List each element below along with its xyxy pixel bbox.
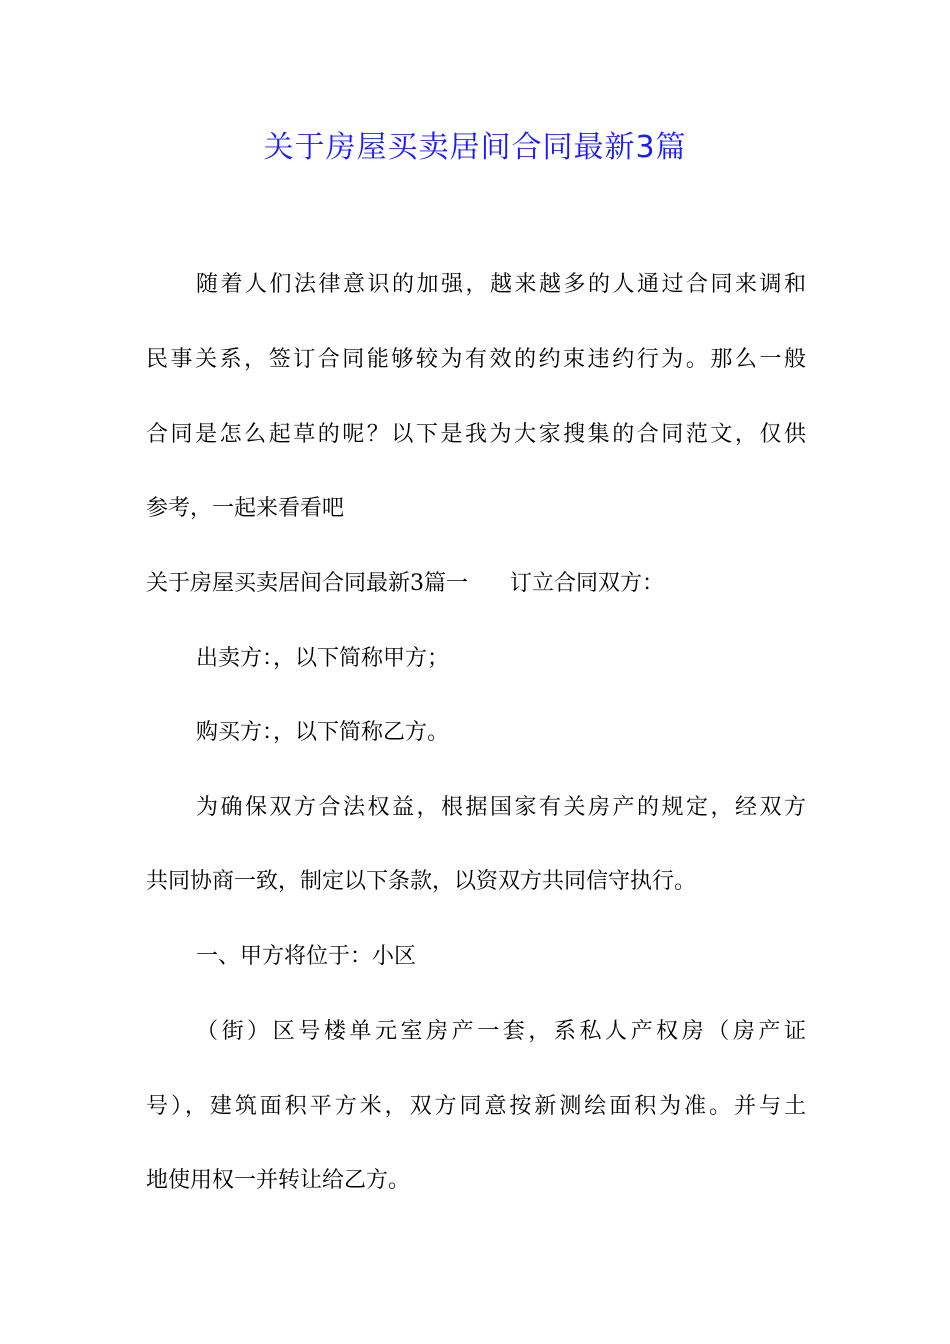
section-heading-row xyxy=(146,569,806,599)
section-heading: 关于房屋买卖居间合同最新3篇一 xyxy=(146,571,468,596)
parties-label: 订立合同双方： xyxy=(510,571,665,596)
clause1-line-3: 地使用权一并转让给乙方。 xyxy=(146,1168,411,1193)
purpose-line-1: 为确保双方合法权益，根据国家有关房产的规定，经双方 xyxy=(196,795,806,820)
clause1-line-2: 号），建筑面积平方米，双方同意按新测绘面积为准。并与土 xyxy=(146,1094,806,1119)
clause1-line-1: （街）区号楼单元室房产一套，系私人产权房（房产证 xyxy=(196,1019,806,1044)
document-title: 关于房屋买卖居间合同最新3篇 xyxy=(263,130,687,165)
purpose-line-2: 共同协商一致，制定以下条款，以资双方共同信守执行。 xyxy=(146,869,697,894)
intro-line-2: 民事关系，签订合同能够较为有效的约束违约行为。那么一般 xyxy=(146,347,806,372)
intro-line-1: 随着人们法律意识的加强，越来越多的人通过合同来调和 xyxy=(196,272,806,297)
intro-line-4: 参考，一起来看看吧 xyxy=(146,496,345,521)
clause1-heading: 一、甲方将位于：小区 xyxy=(196,944,417,969)
intro-line-3: 合同是怎么起草的呢？以下是我为大家搜集的合同范文，仅供 xyxy=(146,422,806,447)
buyer-line: 购买方：，以下简称乙方。 xyxy=(196,720,450,745)
seller-line: 出卖方：，以下简称甲方； xyxy=(196,646,450,671)
